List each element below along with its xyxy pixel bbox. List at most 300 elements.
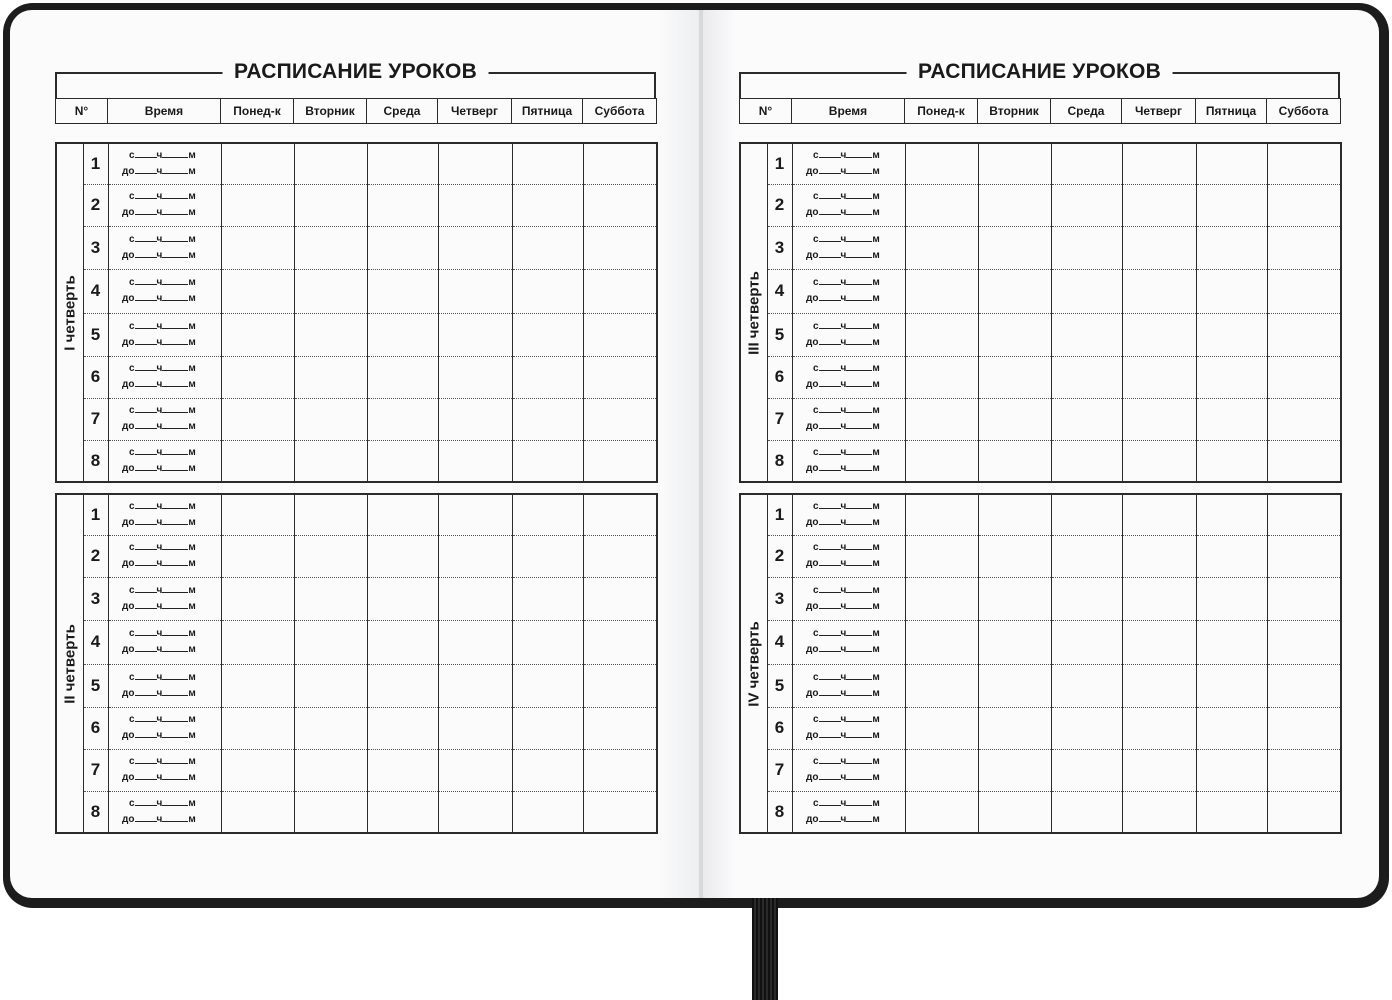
subject-cell-tuesday[interactable]: [294, 707, 367, 749]
minute-blank[interactable]: [846, 205, 872, 215]
subject-cell-monday[interactable]: [905, 143, 978, 184]
subject-cell-wednesday[interactable]: [1051, 664, 1122, 707]
subject-cell-wednesday[interactable]: [1051, 440, 1122, 482]
subject-cell-saturday[interactable]: [1267, 535, 1341, 577]
lesson-time-field[interactable]: [108, 398, 221, 440]
subject-cell-thursday[interactable]: [1122, 535, 1196, 577]
minute-blank[interactable]: [846, 626, 872, 636]
minute-blank[interactable]: [846, 291, 872, 301]
subject-cell-wednesday[interactable]: [367, 494, 438, 535]
minute-blank[interactable]: [162, 164, 188, 174]
hour-blank[interactable]: [135, 728, 157, 738]
subject-cell-monday[interactable]: [905, 440, 978, 482]
subject-cell-wednesday[interactable]: [1051, 226, 1122, 269]
subject-cell-monday[interactable]: [221, 398, 294, 440]
subject-cell-thursday[interactable]: [438, 577, 512, 620]
hour-blank[interactable]: [819, 403, 841, 413]
subject-cell-tuesday[interactable]: [978, 440, 1051, 482]
subject-cell-tuesday[interactable]: [294, 577, 367, 620]
minute-blank[interactable]: [162, 770, 188, 780]
hour-blank[interactable]: [819, 148, 841, 158]
lesson-time-field[interactable]: [108, 749, 221, 791]
subject-cell-wednesday[interactable]: [1051, 398, 1122, 440]
hour-blank[interactable]: [819, 540, 841, 550]
lesson-time-field[interactable]: [108, 143, 221, 184]
minute-blank[interactable]: [162, 796, 188, 806]
hour-blank[interactable]: [819, 335, 841, 345]
subject-cell-tuesday[interactable]: [294, 356, 367, 398]
minute-blank[interactable]: [162, 361, 188, 371]
lesson-time-field[interactable]: [108, 356, 221, 398]
subject-cell-friday[interactable]: [512, 313, 583, 356]
minute-blank[interactable]: [162, 642, 188, 652]
subject-cell-thursday[interactable]: [438, 791, 512, 833]
lesson-time-field[interactable]: [792, 664, 905, 707]
subject-cell-friday[interactable]: [1196, 494, 1267, 535]
subject-cell-thursday[interactable]: [438, 664, 512, 707]
subject-cell-monday[interactable]: [905, 226, 978, 269]
subject-cell-friday[interactable]: [1196, 143, 1267, 184]
subject-cell-thursday[interactable]: [1122, 184, 1196, 226]
subject-cell-friday[interactable]: [1196, 749, 1267, 791]
hour-blank[interactable]: [135, 291, 157, 301]
subject-cell-wednesday[interactable]: [367, 791, 438, 833]
subject-cell-wednesday[interactable]: [367, 664, 438, 707]
hour-blank[interactable]: [135, 583, 157, 593]
subject-cell-saturday[interactable]: [583, 707, 657, 749]
minute-blank[interactable]: [846, 189, 872, 199]
minute-blank[interactable]: [162, 319, 188, 329]
subject-cell-monday[interactable]: [905, 749, 978, 791]
minute-blank[interactable]: [162, 248, 188, 258]
lesson-time-field[interactable]: [108, 791, 221, 833]
minute-blank[interactable]: [846, 335, 872, 345]
lesson-time-field[interactable]: [792, 356, 905, 398]
subject-cell-saturday[interactable]: [1267, 226, 1341, 269]
hour-blank[interactable]: [819, 754, 841, 764]
hour-blank[interactable]: [819, 515, 841, 525]
minute-blank[interactable]: [846, 642, 872, 652]
minute-blank[interactable]: [846, 770, 872, 780]
subject-cell-friday[interactable]: [512, 535, 583, 577]
minute-blank[interactable]: [846, 377, 872, 387]
subject-cell-monday[interactable]: [905, 269, 978, 313]
lesson-time-field[interactable]: [792, 620, 905, 664]
subject-cell-tuesday[interactable]: [978, 356, 1051, 398]
subject-cell-saturday[interactable]: [1267, 577, 1341, 620]
minute-blank[interactable]: [846, 686, 872, 696]
minute-blank[interactable]: [162, 377, 188, 387]
hour-blank[interactable]: [135, 205, 157, 215]
subject-cell-thursday[interactable]: [1122, 356, 1196, 398]
subject-cell-friday[interactable]: [512, 440, 583, 482]
hour-blank[interactable]: [135, 189, 157, 199]
subject-cell-saturday[interactable]: [1267, 749, 1341, 791]
subject-cell-monday[interactable]: [905, 398, 978, 440]
minute-blank[interactable]: [846, 556, 872, 566]
subject-cell-thursday[interactable]: [438, 269, 512, 313]
lesson-time-field[interactable]: [108, 664, 221, 707]
subject-cell-wednesday[interactable]: [367, 143, 438, 184]
subject-cell-monday[interactable]: [905, 707, 978, 749]
hour-blank[interactable]: [135, 377, 157, 387]
hour-blank[interactable]: [135, 556, 157, 566]
hour-blank[interactable]: [135, 319, 157, 329]
subject-cell-wednesday[interactable]: [1051, 143, 1122, 184]
subject-cell-monday[interactable]: [905, 664, 978, 707]
subject-cell-friday[interactable]: [1196, 184, 1267, 226]
subject-cell-tuesday[interactable]: [294, 664, 367, 707]
hour-blank[interactable]: [135, 670, 157, 680]
subject-cell-thursday[interactable]: [1122, 269, 1196, 313]
hour-blank[interactable]: [135, 403, 157, 413]
subject-cell-friday[interactable]: [512, 143, 583, 184]
hour-blank[interactable]: [135, 540, 157, 550]
hour-blank[interactable]: [819, 599, 841, 609]
minute-blank[interactable]: [162, 232, 188, 242]
subject-cell-friday[interactable]: [512, 226, 583, 269]
hour-blank[interactable]: [819, 248, 841, 258]
subject-cell-thursday[interactable]: [438, 535, 512, 577]
minute-blank[interactable]: [846, 403, 872, 413]
hour-blank[interactable]: [135, 754, 157, 764]
subject-cell-friday[interactable]: [512, 620, 583, 664]
hour-blank[interactable]: [819, 499, 841, 509]
minute-blank[interactable]: [162, 148, 188, 158]
lesson-time-field[interactable]: [792, 535, 905, 577]
hour-blank[interactable]: [819, 770, 841, 780]
subject-cell-thursday[interactable]: [438, 143, 512, 184]
subject-cell-tuesday[interactable]: [978, 749, 1051, 791]
hour-blank[interactable]: [135, 626, 157, 636]
hour-blank[interactable]: [135, 275, 157, 285]
minute-blank[interactable]: [846, 361, 872, 371]
subject-cell-thursday[interactable]: [1122, 791, 1196, 833]
subject-cell-tuesday[interactable]: [978, 313, 1051, 356]
minute-blank[interactable]: [846, 275, 872, 285]
minute-blank[interactable]: [846, 754, 872, 764]
subject-cell-saturday[interactable]: [583, 313, 657, 356]
subject-cell-saturday[interactable]: [583, 226, 657, 269]
hour-blank[interactable]: [135, 461, 157, 471]
hour-blank[interactable]: [135, 148, 157, 158]
minute-blank[interactable]: [162, 599, 188, 609]
subject-cell-wednesday[interactable]: [367, 184, 438, 226]
subject-cell-tuesday[interactable]: [294, 226, 367, 269]
subject-cell-thursday[interactable]: [438, 440, 512, 482]
subject-cell-saturday[interactable]: [1267, 440, 1341, 482]
subject-cell-wednesday[interactable]: [367, 398, 438, 440]
subject-cell-thursday[interactable]: [438, 313, 512, 356]
lesson-time-field[interactable]: [108, 707, 221, 749]
subject-cell-tuesday[interactable]: [294, 620, 367, 664]
subject-cell-monday[interactable]: [905, 577, 978, 620]
subject-cell-thursday[interactable]: [1122, 440, 1196, 482]
subject-cell-friday[interactable]: [512, 577, 583, 620]
minute-blank[interactable]: [162, 403, 188, 413]
subject-cell-tuesday[interactable]: [294, 749, 367, 791]
minute-blank[interactable]: [162, 540, 188, 550]
subject-cell-wednesday[interactable]: [367, 749, 438, 791]
subject-cell-saturday[interactable]: [1267, 791, 1341, 833]
lesson-time-field[interactable]: [792, 398, 905, 440]
hour-blank[interactable]: [819, 812, 841, 822]
hour-blank[interactable]: [135, 515, 157, 525]
subject-cell-friday[interactable]: [1196, 226, 1267, 269]
hour-blank[interactable]: [135, 642, 157, 652]
subject-cell-tuesday[interactable]: [978, 791, 1051, 833]
subject-cell-friday[interactable]: [512, 269, 583, 313]
subject-cell-tuesday[interactable]: [978, 620, 1051, 664]
subject-cell-monday[interactable]: [905, 356, 978, 398]
hour-blank[interactable]: [819, 626, 841, 636]
subject-cell-friday[interactable]: [1196, 664, 1267, 707]
subject-cell-tuesday[interactable]: [978, 494, 1051, 535]
subject-cell-tuesday[interactable]: [978, 143, 1051, 184]
minute-blank[interactable]: [846, 812, 872, 822]
minute-blank[interactable]: [846, 164, 872, 174]
hour-blank[interactable]: [135, 796, 157, 806]
subject-cell-tuesday[interactable]: [294, 791, 367, 833]
subject-cell-saturday[interactable]: [583, 440, 657, 482]
subject-cell-friday[interactable]: [1196, 577, 1267, 620]
subject-cell-wednesday[interactable]: [1051, 313, 1122, 356]
subject-cell-tuesday[interactable]: [294, 398, 367, 440]
subject-cell-thursday[interactable]: [1122, 494, 1196, 535]
subject-cell-tuesday[interactable]: [294, 143, 367, 184]
subject-cell-thursday[interactable]: [1122, 707, 1196, 749]
subject-cell-thursday[interactable]: [1122, 398, 1196, 440]
minute-blank[interactable]: [846, 419, 872, 429]
subject-cell-saturday[interactable]: [1267, 494, 1341, 535]
hour-blank[interactable]: [819, 205, 841, 215]
subject-cell-wednesday[interactable]: [367, 313, 438, 356]
subject-cell-friday[interactable]: [1196, 535, 1267, 577]
lesson-time-field[interactable]: [792, 577, 905, 620]
minute-blank[interactable]: [162, 812, 188, 822]
hour-blank[interactable]: [819, 275, 841, 285]
lesson-time-field[interactable]: [108, 494, 221, 535]
minute-blank[interactable]: [846, 728, 872, 738]
lesson-time-field[interactable]: [792, 269, 905, 313]
subject-cell-monday[interactable]: [221, 577, 294, 620]
subject-cell-wednesday[interactable]: [1051, 791, 1122, 833]
lesson-time-field[interactable]: [108, 184, 221, 226]
subject-cell-saturday[interactable]: [1267, 143, 1341, 184]
minute-blank[interactable]: [162, 626, 188, 636]
minute-blank[interactable]: [846, 499, 872, 509]
hour-blank[interactable]: [135, 419, 157, 429]
hour-blank[interactable]: [819, 164, 841, 174]
subject-cell-friday[interactable]: [512, 356, 583, 398]
minute-blank[interactable]: [162, 499, 188, 509]
subject-cell-monday[interactable]: [221, 664, 294, 707]
subject-cell-saturday[interactable]: [1267, 313, 1341, 356]
minute-blank[interactable]: [162, 445, 188, 455]
subject-cell-tuesday[interactable]: [978, 226, 1051, 269]
minute-blank[interactable]: [846, 583, 872, 593]
subject-cell-saturday[interactable]: [1267, 184, 1341, 226]
lesson-time-field[interactable]: [108, 577, 221, 620]
subject-cell-monday[interactable]: [905, 313, 978, 356]
subject-cell-wednesday[interactable]: [367, 440, 438, 482]
subject-cell-wednesday[interactable]: [1051, 184, 1122, 226]
subject-cell-tuesday[interactable]: [978, 577, 1051, 620]
subject-cell-thursday[interactable]: [438, 226, 512, 269]
subject-cell-thursday[interactable]: [1122, 620, 1196, 664]
subject-cell-monday[interactable]: [221, 143, 294, 184]
subject-cell-wednesday[interactable]: [367, 620, 438, 664]
subject-cell-wednesday[interactable]: [1051, 577, 1122, 620]
hour-blank[interactable]: [135, 712, 157, 722]
minute-blank[interactable]: [162, 686, 188, 696]
subject-cell-friday[interactable]: [512, 749, 583, 791]
subject-cell-saturday[interactable]: [583, 143, 657, 184]
subject-cell-saturday[interactable]: [583, 620, 657, 664]
subject-cell-friday[interactable]: [512, 791, 583, 833]
subject-cell-tuesday[interactable]: [978, 707, 1051, 749]
lesson-time-field[interactable]: [792, 791, 905, 833]
subject-cell-tuesday[interactable]: [294, 494, 367, 535]
minute-blank[interactable]: [846, 445, 872, 455]
subject-cell-monday[interactable]: [905, 494, 978, 535]
subject-cell-friday[interactable]: [1196, 269, 1267, 313]
hour-blank[interactable]: [819, 686, 841, 696]
hour-blank[interactable]: [135, 232, 157, 242]
subject-cell-saturday[interactable]: [583, 791, 657, 833]
subject-cell-saturday[interactable]: [1267, 269, 1341, 313]
subject-cell-thursday[interactable]: [438, 356, 512, 398]
subject-cell-saturday[interactable]: [583, 535, 657, 577]
subject-cell-tuesday[interactable]: [978, 664, 1051, 707]
minute-blank[interactable]: [846, 670, 872, 680]
subject-cell-saturday[interactable]: [583, 577, 657, 620]
lesson-time-field[interactable]: [792, 440, 905, 482]
lesson-time-field[interactable]: [792, 143, 905, 184]
minute-blank[interactable]: [846, 540, 872, 550]
minute-blank[interactable]: [162, 189, 188, 199]
minute-blank[interactable]: [162, 556, 188, 566]
subject-cell-monday[interactable]: [221, 620, 294, 664]
subject-cell-wednesday[interactable]: [367, 269, 438, 313]
subject-cell-monday[interactable]: [221, 356, 294, 398]
hour-blank[interactable]: [135, 445, 157, 455]
hour-blank[interactable]: [819, 319, 841, 329]
lesson-time-field[interactable]: [792, 749, 905, 791]
subject-cell-wednesday[interactable]: [367, 356, 438, 398]
minute-blank[interactable]: [846, 515, 872, 525]
subject-cell-friday[interactable]: [1196, 440, 1267, 482]
lesson-time-field[interactable]: [792, 494, 905, 535]
subject-cell-tuesday[interactable]: [978, 535, 1051, 577]
subject-cell-monday[interactable]: [221, 494, 294, 535]
hour-blank[interactable]: [135, 248, 157, 258]
minute-blank[interactable]: [162, 515, 188, 525]
subject-cell-monday[interactable]: [905, 184, 978, 226]
subject-cell-thursday[interactable]: [438, 494, 512, 535]
subject-cell-monday[interactable]: [905, 535, 978, 577]
subject-cell-friday[interactable]: [1196, 398, 1267, 440]
minute-blank[interactable]: [846, 461, 872, 471]
minute-blank[interactable]: [846, 712, 872, 722]
subject-cell-thursday[interactable]: [1122, 313, 1196, 356]
subject-cell-monday[interactable]: [905, 620, 978, 664]
subject-cell-monday[interactable]: [221, 749, 294, 791]
subject-cell-wednesday[interactable]: [367, 226, 438, 269]
subject-cell-wednesday[interactable]: [1051, 356, 1122, 398]
lesson-time-field[interactable]: [108, 226, 221, 269]
hour-blank[interactable]: [819, 670, 841, 680]
minute-blank[interactable]: [162, 461, 188, 471]
hour-blank[interactable]: [135, 599, 157, 609]
subject-cell-friday[interactable]: [512, 494, 583, 535]
subject-cell-thursday[interactable]: [1122, 749, 1196, 791]
subject-cell-friday[interactable]: [512, 398, 583, 440]
subject-cell-tuesday[interactable]: [978, 398, 1051, 440]
subject-cell-monday[interactable]: [221, 535, 294, 577]
subject-cell-wednesday[interactable]: [1051, 494, 1122, 535]
subject-cell-saturday[interactable]: [1267, 356, 1341, 398]
subject-cell-saturday[interactable]: [1267, 620, 1341, 664]
subject-cell-saturday[interactable]: [583, 269, 657, 313]
minute-blank[interactable]: [162, 728, 188, 738]
hour-blank[interactable]: [819, 419, 841, 429]
subject-cell-wednesday[interactable]: [367, 577, 438, 620]
minute-blank[interactable]: [846, 319, 872, 329]
subject-cell-monday[interactable]: [221, 440, 294, 482]
subject-cell-monday[interactable]: [905, 791, 978, 833]
subject-cell-saturday[interactable]: [583, 664, 657, 707]
minute-blank[interactable]: [162, 712, 188, 722]
hour-blank[interactable]: [135, 499, 157, 509]
hour-blank[interactable]: [819, 642, 841, 652]
subject-cell-tuesday[interactable]: [294, 269, 367, 313]
subject-cell-wednesday[interactable]: [367, 707, 438, 749]
subject-cell-tuesday[interactable]: [978, 269, 1051, 313]
minute-blank[interactable]: [846, 148, 872, 158]
subject-cell-tuesday[interactable]: [978, 184, 1051, 226]
subject-cell-tuesday[interactable]: [294, 440, 367, 482]
minute-blank[interactable]: [846, 796, 872, 806]
subject-cell-saturday[interactable]: [583, 749, 657, 791]
hour-blank[interactable]: [135, 335, 157, 345]
subject-cell-tuesday[interactable]: [294, 535, 367, 577]
minute-blank[interactable]: [162, 583, 188, 593]
lesson-time-field[interactable]: [108, 620, 221, 664]
subject-cell-monday[interactable]: [221, 226, 294, 269]
hour-blank[interactable]: [135, 812, 157, 822]
hour-blank[interactable]: [819, 189, 841, 199]
subject-cell-monday[interactable]: [221, 184, 294, 226]
minute-blank[interactable]: [162, 419, 188, 429]
subject-cell-saturday[interactable]: [583, 494, 657, 535]
subject-cell-thursday[interactable]: [438, 184, 512, 226]
subject-cell-saturday[interactable]: [583, 356, 657, 398]
subject-cell-friday[interactable]: [1196, 356, 1267, 398]
subject-cell-friday[interactable]: [1196, 313, 1267, 356]
minute-blank[interactable]: [846, 599, 872, 609]
subject-cell-wednesday[interactable]: [1051, 535, 1122, 577]
subject-cell-thursday[interactable]: [438, 749, 512, 791]
hour-blank[interactable]: [135, 361, 157, 371]
hour-blank[interactable]: [819, 361, 841, 371]
subject-cell-thursday[interactable]: [1122, 143, 1196, 184]
subject-cell-tuesday[interactable]: [294, 184, 367, 226]
subject-cell-friday[interactable]: [1196, 707, 1267, 749]
minute-blank[interactable]: [162, 335, 188, 345]
subject-cell-friday[interactable]: [1196, 620, 1267, 664]
subject-cell-wednesday[interactable]: [1051, 620, 1122, 664]
